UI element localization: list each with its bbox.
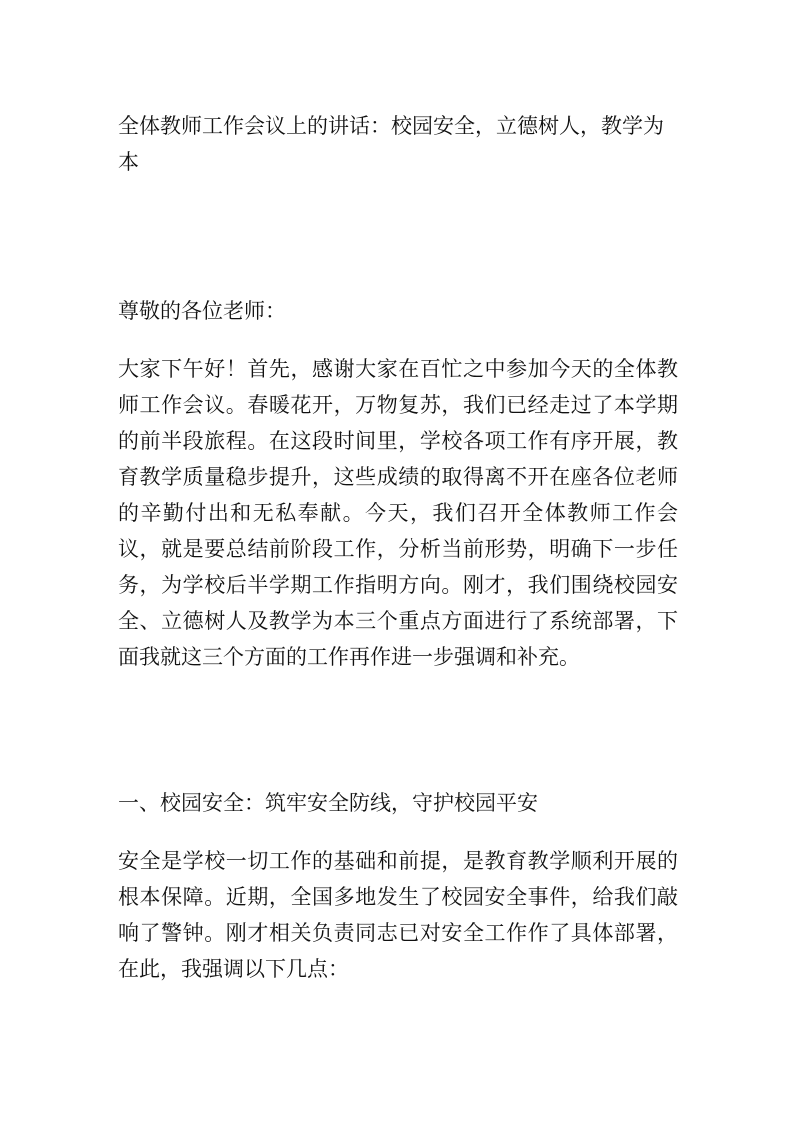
- document-title: 全体教师工作会议上的讲话：校园安全，立德树人，教学为本: [118, 114, 664, 174]
- safety-paragraph: 安全是学校一切工作的基础和前提，是教育教学顺利开展的根本保障。近期，全国多地发生了校园安全事件，给我们敲响了警钟。刚才相关负责同志已对安全工作作了具体部署，在此，我强调以下几点：: [118, 849, 678, 981]
- section-heading-campus-safety: 一、校园安全：筑牢安全防线，守护校园平安: [118, 791, 538, 815]
- salutation: 尊敬的各位老师：: [118, 299, 286, 323]
- opening-paragraph: 大家下午好！首先，感谢大家在百忙之中参加今天的全体教师工作会议。春暖花开，万物复苏，我们已经走过了本学期的前半段旅程。在这段时间里，学校各项工作有序开展，教育教学质量稳步提升，这些成绩的取得离不开在座各位老师的辛勤付出和无私奉献。今天，我们召开全体教师工作会议，就是要总结前阶段工作，分析当前形势，明确下一步任务，为学校后半学期工作指明方向。刚才，我们围绕校园安全、立德树人及教学为本三个重点方面进行了系统部署，下面我就这三个方面的工作再作进一步强调和补充。: [118, 357, 678, 669]
